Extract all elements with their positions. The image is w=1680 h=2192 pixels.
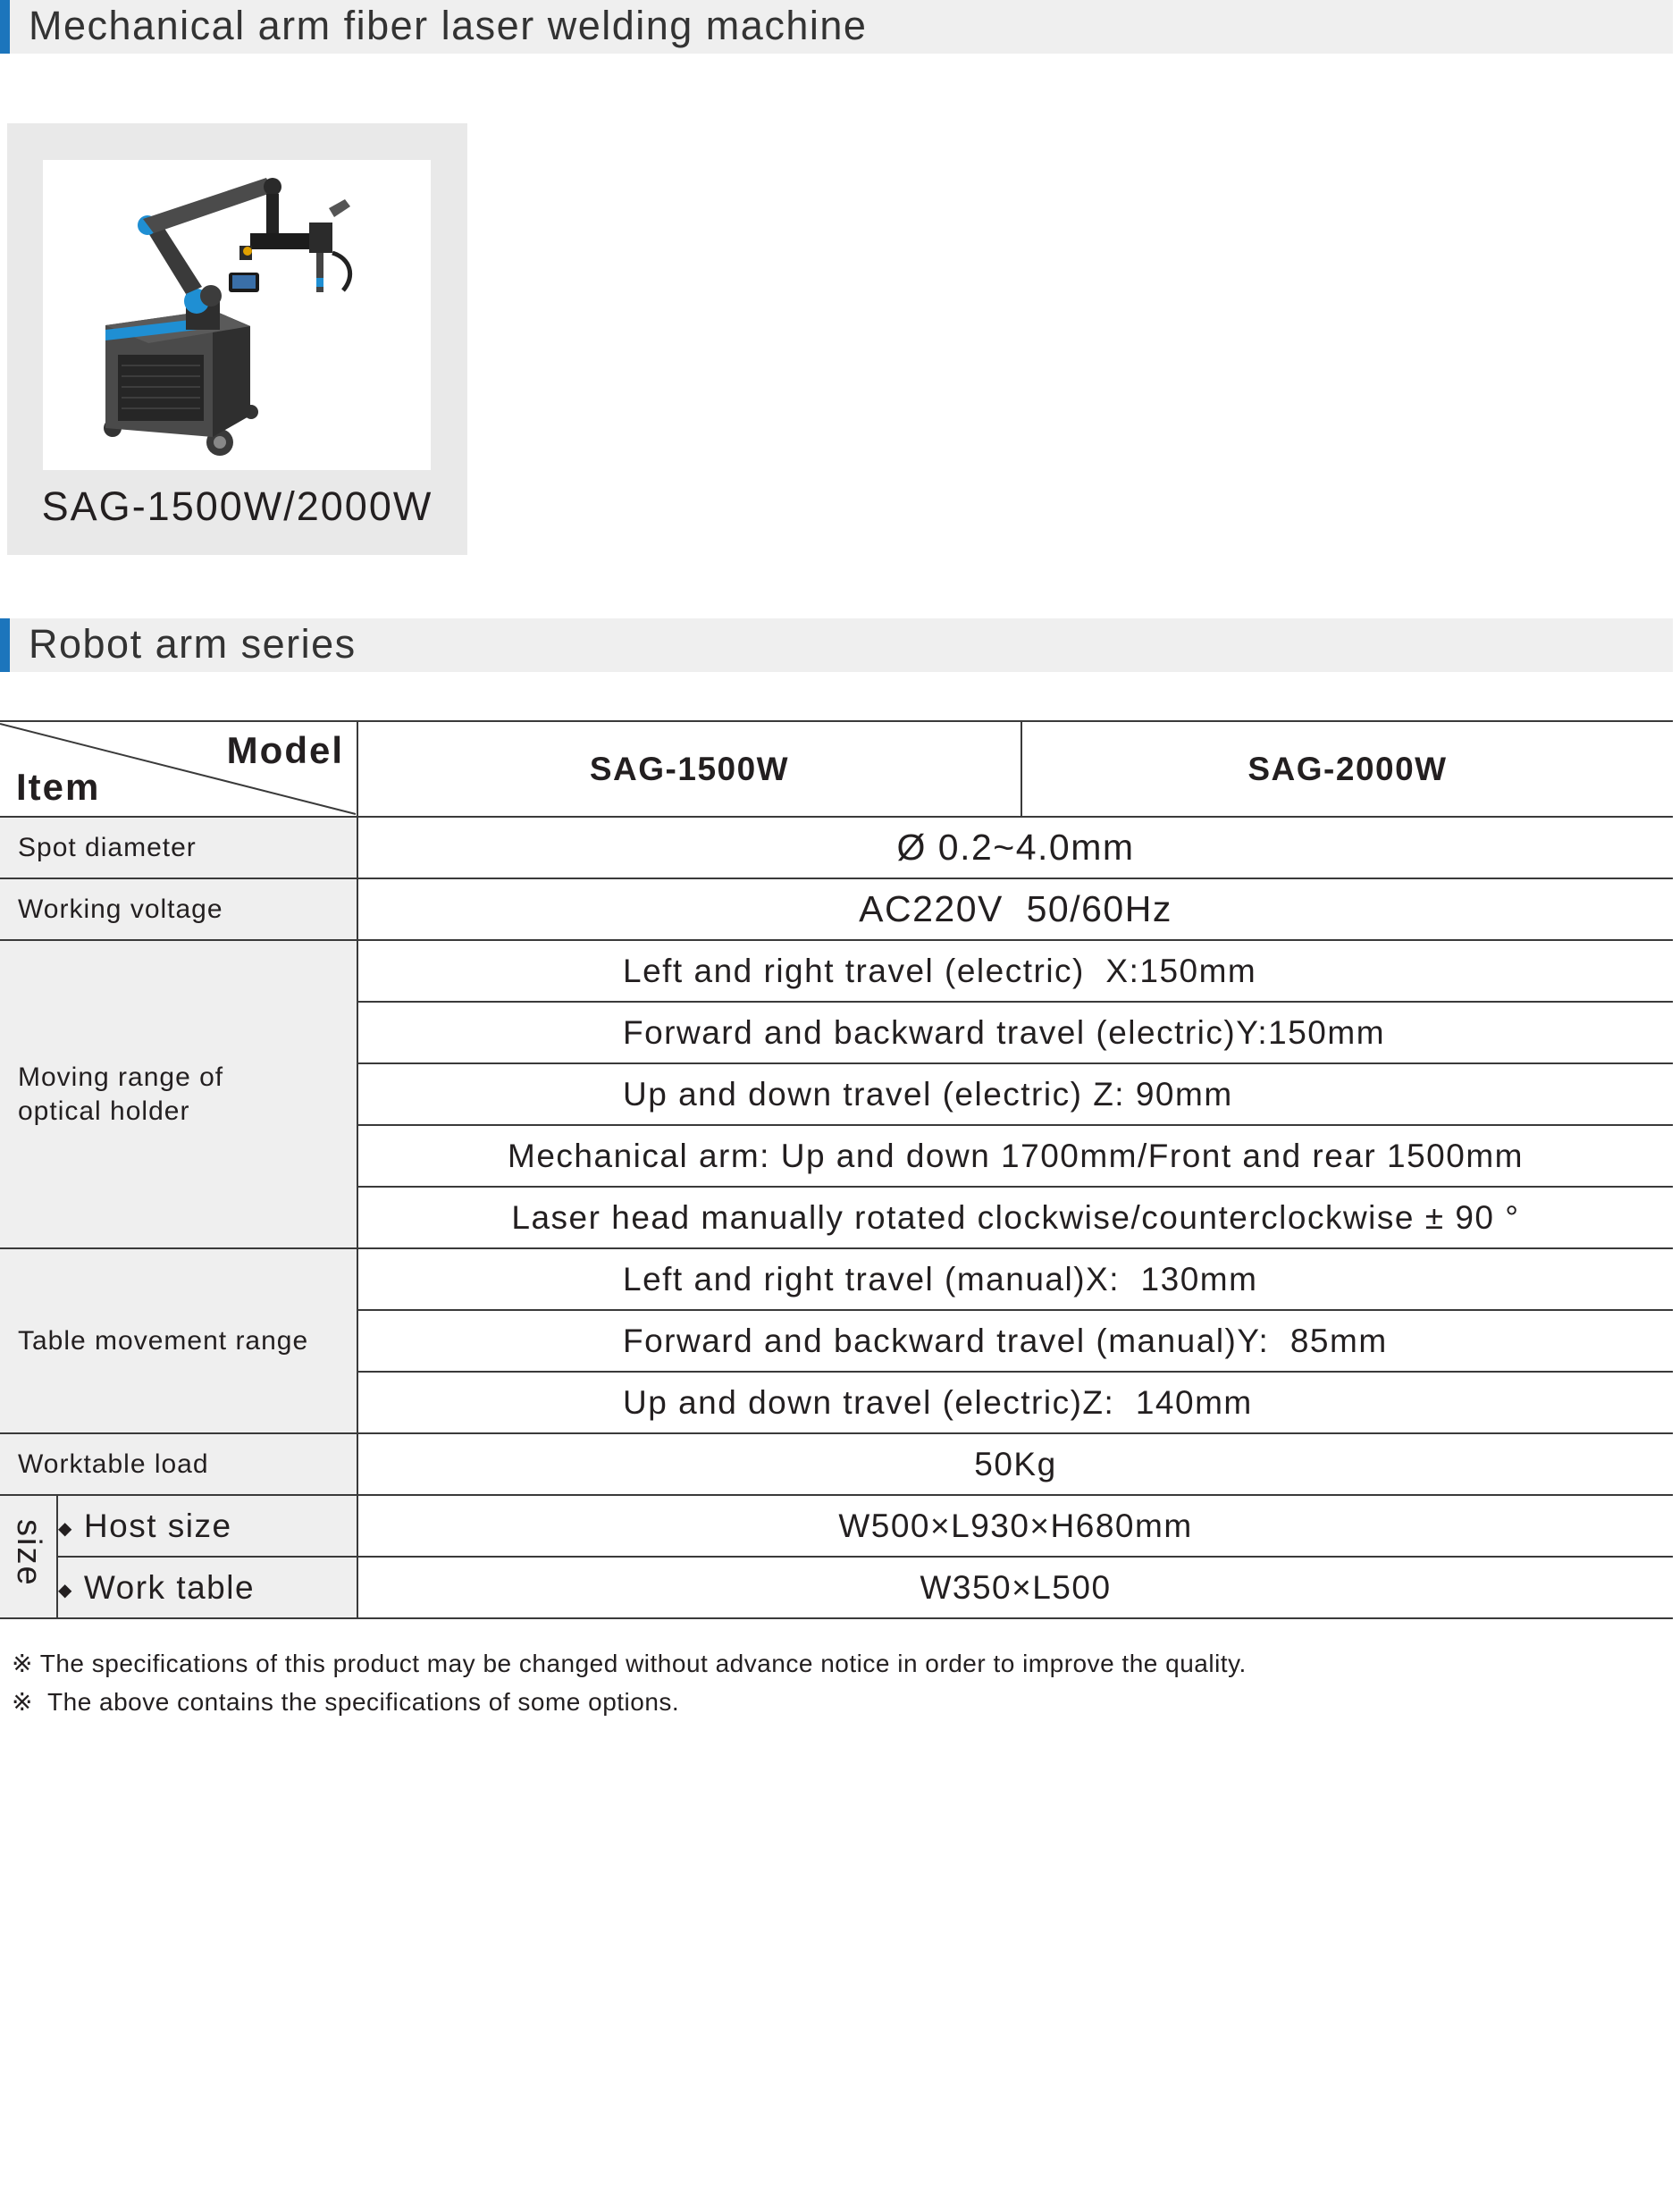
header-corner-cell — [0, 721, 357, 817]
size-group-label — [0, 1495, 57, 1618]
moving-range-label: Moving range of optical holder — [18, 1062, 224, 1126]
row-label: Spot diameter — [0, 817, 357, 878]
table-row — [0, 878, 1673, 940]
host-size-label: Host size — [83, 1507, 232, 1544]
product-caption: SAG-1500W/2000W — [41, 483, 433, 529]
row-value: 50Kg — [357, 1433, 1673, 1495]
table-row — [0, 817, 1673, 878]
row-value: Left and right travel (manual)X: 130mm — [357, 1248, 1673, 1310]
row-value: Mechanical arm: Up and down 1700mm/Front and rear 1500mm — [357, 1125, 1673, 1187]
table-row — [0, 1557, 1673, 1618]
section-title: Mechanical arm fiber laser welding machine — [29, 3, 868, 48]
row-label: Worktable load — [0, 1433, 357, 1495]
row-label — [57, 1557, 357, 1618]
table-header-row — [0, 721, 1673, 817]
table-row — [0, 1248, 1673, 1310]
row-value: Ø 0.2~4.0mm — [357, 817, 1673, 878]
section-accent-bar — [0, 618, 10, 672]
row-value: W350×L500 — [357, 1557, 1673, 1618]
row-value: Forward and backward travel (electric)Y:150mm — [357, 1002, 1673, 1063]
size-label: size — [10, 1518, 47, 1587]
row-label — [57, 1495, 357, 1557]
product-photo — [43, 160, 431, 470]
row-value: W500×L930×H680mm — [357, 1495, 1673, 1557]
diamond-bullet-icon: ◆ — [58, 1518, 73, 1539]
row-value: Laser head manually rotated clockwise/counterclockwise ± 90 ° — [357, 1187, 1673, 1248]
work-table-label: Work table — [83, 1568, 256, 1606]
item-header-label: Item — [16, 766, 101, 808]
footnote: ※ The above contains the specifications of some options. — [12, 1688, 680, 1716]
table-row — [0, 1495, 1673, 1557]
row-value: Up and down travel (electric)Z: 140mm — [357, 1372, 1673, 1433]
row-value: Up and down travel (electric) Z: 90mm — [357, 1063, 1673, 1125]
row-value: Forward and backward travel (manual)Y: 85mm — [357, 1310, 1673, 1372]
row-label — [0, 940, 357, 1248]
table-row — [0, 1433, 1673, 1495]
section-accent-bar — [0, 0, 10, 54]
footnote: ※ The specifications of this product may be changed without advance notice in order to improve the quality. — [12, 1650, 1247, 1677]
section-header-series — [0, 618, 1673, 672]
product-card — [7, 123, 467, 555]
section-title: Robot arm series — [29, 621, 357, 667]
table-row — [0, 940, 1673, 1002]
diamond-bullet-icon: ◆ — [58, 1580, 73, 1600]
row-value: Left and right travel (electric) X:150mm — [357, 940, 1673, 1002]
spec-table — [0, 720, 1673, 1619]
row-label: Table movement range — [0, 1248, 357, 1433]
section-header-main — [0, 0, 1673, 54]
model-column-header: SAG-2000W — [1021, 721, 1673, 817]
model-header-label: Model — [226, 729, 344, 771]
model-column-header: SAG-1500W — [357, 721, 1021, 817]
row-label: Working voltage — [0, 878, 357, 940]
welding-machine-illustration — [43, 160, 431, 470]
row-value: AC220V 50/60Hz — [357, 878, 1673, 940]
